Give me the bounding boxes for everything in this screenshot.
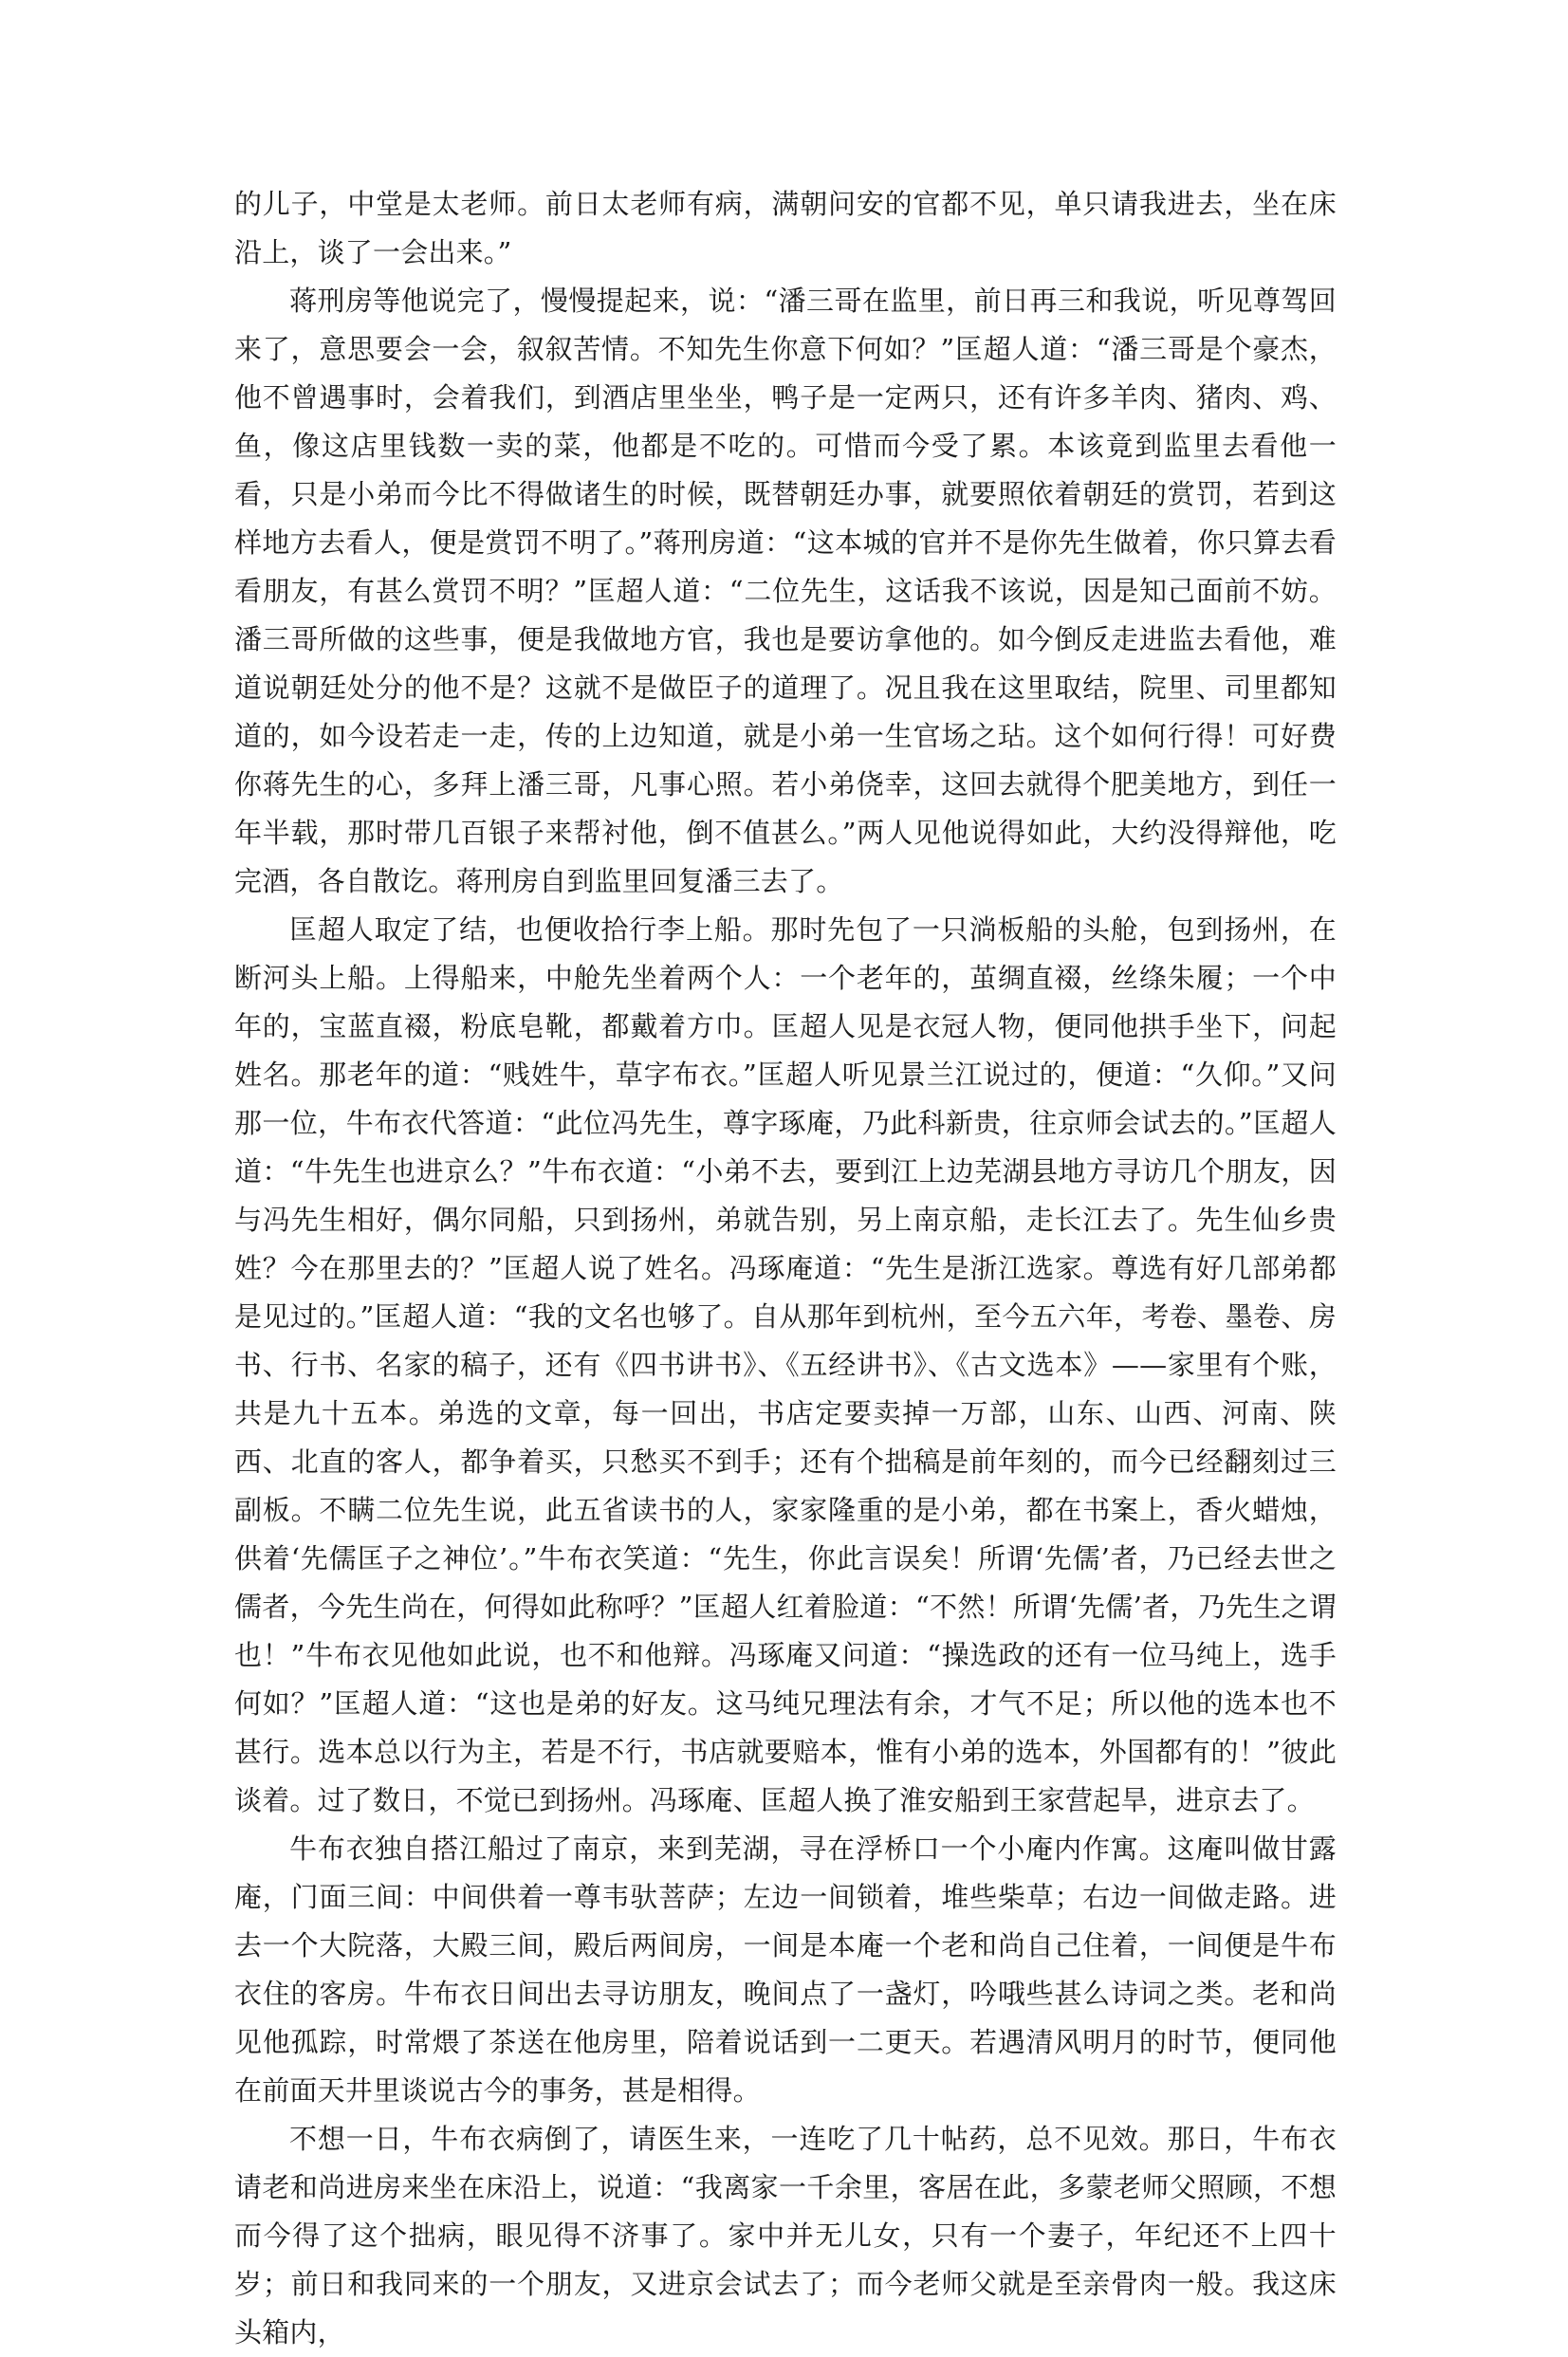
paragraph-2: 蒋刑房等他说完了，慢慢提起来，说：“潘三哥在监里，前日再三和我说，听见尊驾回来了，意思要会一会，叙叙苦情。不知先生你意下何如？”匡超人道：“潘三哥是个豪杰，他不曾遇事时，会着我们，到酒店里坐坐，鸭子是一定两只，还有许多羊肉、猪肉、鸡、鱼，像这店里钱数一卖的菜，他都是不吃的。可惜而今受了累。本该竟到监里去看他一看，只是小弟而今比不得做诸生的时候，既替朝廷办事，就要照依着朝廷的赏罚，若到这样地方去看人，便是赏罚不明了。”蒋刑房道：“这本城的官并不是你先生做着，你只算去看看朋友，有甚么赏罚不明？”匡超人道：“二位先生，这话我不该说，因是知己面前不妨。潘三哥所做的这些事，便是我做地方官，我也是要访拿他的。如今倒反走进监去看他，难道说朝廷处分的他不是？这就不是做臣子的道理了。况且我在这里取结，院里、司里都知道的，如今设若走一走，传的上边知道，就是小弟一生官场之玷。这个如何行得！可好费你蒋先生的心，多拜上潘三哥，凡事心照。若小弟侥幸，这回去就得个肥美地方，到任一年半载，那时带几百银子来帮衬他，倒不值甚么。”两人见他说得如此，大约没得辩他，吃完酒，各自散讫。蒋刑房自到监里回复潘三去了。 (234, 285, 1337, 897)
paragraph-5: 不想一日，牛布衣病倒了，请医生来，一连吃了几十帖药，总不见效。那日，牛布衣请老和尚进房来坐在床沿上，说道：“我离家一千余里，客居在此，多蒙老师父照顾，不想而今得了这个拙病，眼见得不济事了。家中并无儿女，只有一个妻子，年纪还不上四十岁；前日和我同来的一个朋友，又进京会试去了；而今老师父就是至亲骨肉一般。我这床头箱内， (234, 2123, 1337, 2348)
document-page (234, 180, 1337, 2357)
paragraph-4: 牛布衣独自搭江船过了南京，来到芜湖，寻在浮桥口一个小庵内作寓。这庵叫做甘露庵，门面三间：中间供着一尊韦驮菩萨；左边一间锁着，堆些柴草；右边一间做走路。进去一个大院落，大殿三间，殿后两间房，一间是本庵一个老和尚自己住着，一间便是牛布衣住的客房。牛布衣日间出去寻访朋友，晚间点了一盏灯，吟哦些甚么诗词之类。老和尚见他孤踪，时常煨了茶送在他房里，陪着说话到一二更天。若遇清风明月的时节，便同他在前面天井里谈说古今的事务，甚是相得。 (234, 1832, 1337, 2107)
paragraph-1: 的儿子，中堂是太老师。前日太老师有病，满朝问安的官都不见，单只请我进去，坐在床沿上，谈了一会出来。” (234, 188, 1337, 268)
paragraph-3: 匡超人取定了结，也便收拾行李上船。那时先包了一只淌板船的头舱，包到扬州，在断河头上船。上得船来，中舱先坐着两个人：一个老年的，茧绸直裰，丝绦朱履；一个中年的，宝蓝直裰，粉底皂靴，都戴着方巾。匡超人见是衣冠人物，便同他拱手坐下，问起姓名。那老年的道：“贱姓牛，草字布衣。”匡超人听见景兰江说过的，便道：“久仰。”又问那一位，牛布衣代答道：“此位冯先生，尊字琢庵，乃此科新贵，往京师会试去的。”匡超人道：“牛先生也进京么？”牛布衣道：“小弟不去，要到江上边芜湖县地方寻访几个朋友，因与冯先生相好，偶尔同船，只到扬州，弟就告别，另上南京船，走长江去了。先生仙乡贵姓？今在那里去的？”匡超人说了姓名。冯琢庵道：“先生是浙江选家。尊选有好几部弟都是见过的。”匡超人道：“我的文名也够了。自从那年到杭州，至今五六年，考卷、墨卷、房书、行书、名家的稿子，还有《四书讲书》、《五经讲书》、《古文选本》——家里有个账，共是九十五本。弟选的文章，每一回出，书店定要卖掉一万部，山东、山西、河南、陕西、北直的客人，都争着买，只愁买不到手；还有个拙稿是前年刻的，而今已经翻刻过三副板。不瞒二位先生说，此五省读书的人，家家隆重的是小弟，都在书案上，香火蜡烛，供着‘先儒匡子之神位’。”牛布衣笑道：“先生，你此言误矣！所谓‘先儒’者，乃已经去世之儒者，今先生尚在，何得如此称呼？”匡超人红着脸道：“不然！所谓‘先儒’者，乃先生之谓也！”牛布衣见他如此说，也不和他辩。冯琢庵又问道：“操选政的还有一位马纯上，选手何如？”匡超人道：“这也是弟的好友。这马纯兄理法有余，才气不足；所以他的选本也不甚行。选本总以行为主，若是不行，书店就要赔本，惟有小弟的选本，外国都有的！”彼此谈着。过了数日，不觉已到扬州。冯琢庵、匡超人换了淮安船到王家营起旱，进京去了。 (234, 913, 1337, 1816)
